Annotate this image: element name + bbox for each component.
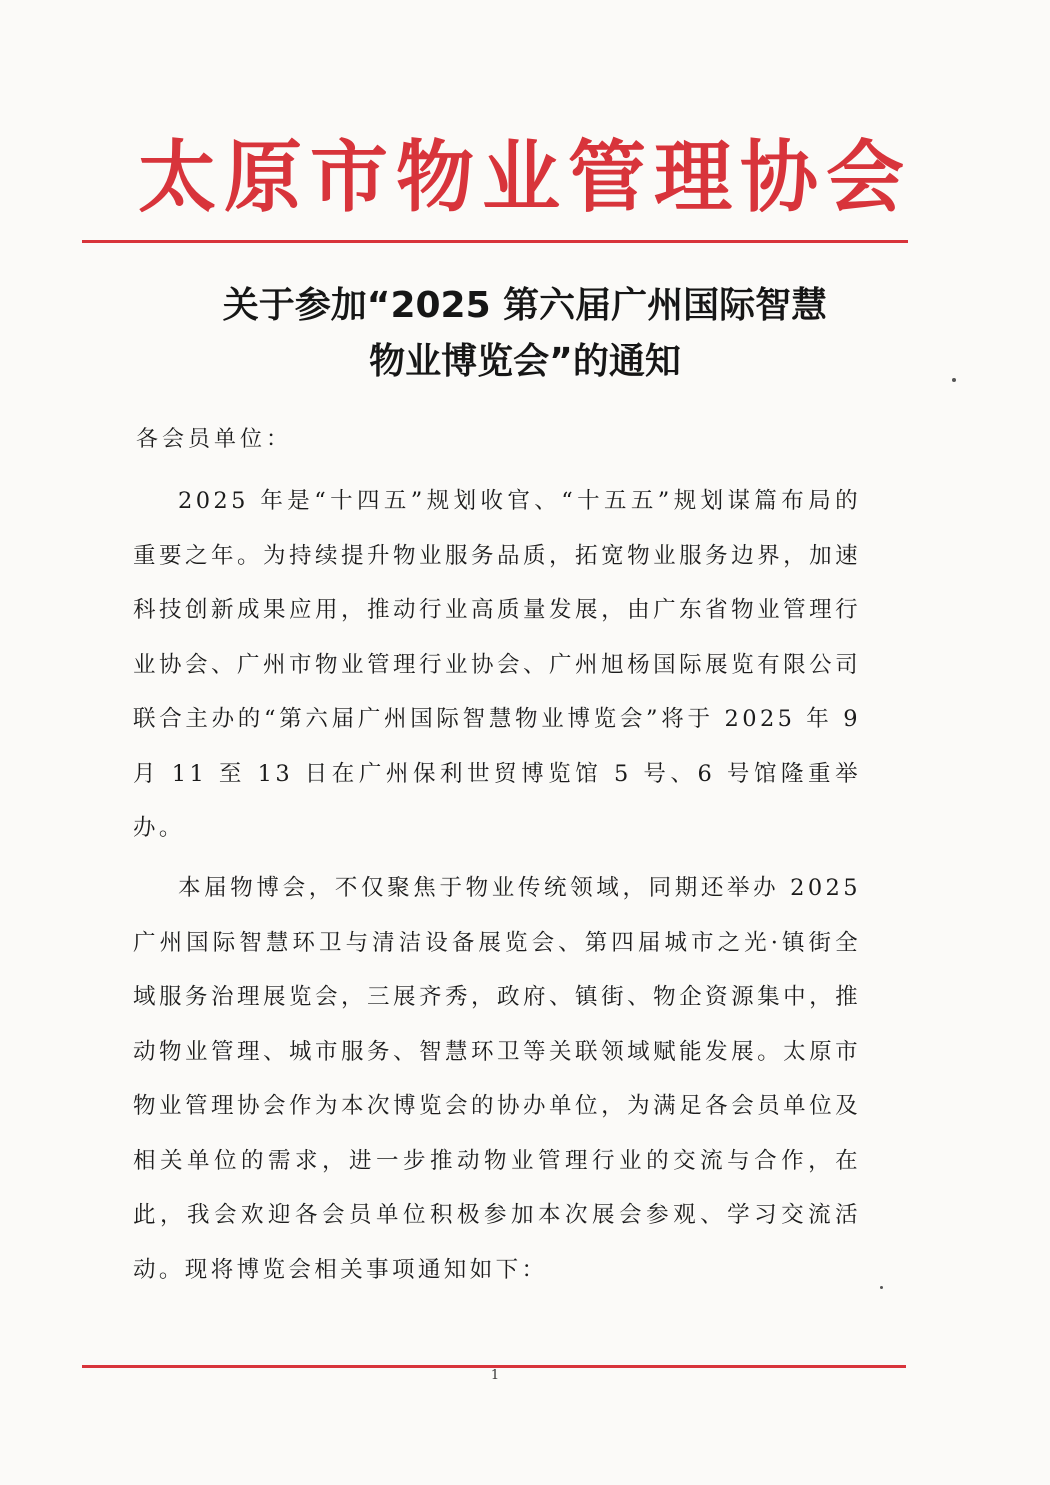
scan-speck (880, 1286, 883, 1289)
letterhead-organization-name: 太原市物业管理协会 (137, 132, 912, 223)
notice-title (90, 278, 960, 390)
body-paragraph-1: 2025 年是“十四五”规划收官、“十五五”规划谋篇布局的重要之年。为持续提升物业服务品质，拓宽物业服务边界，加速科技创新成果应用，推动行业高质量发展，由广东省物业管理行业协会、广州市物业管理行业协会、广州旭杨国际展览有限公司联合主办的“第六届广州国际智慧物业博览会”将于 2025 年 9 月 11 至 13 日在广州保利世贸博览馆 5 号、6 号馆隆重举办。 (133, 488, 861, 841)
salutation: 各会员单位： (136, 427, 293, 452)
letterhead-red-rule (82, 240, 908, 243)
notice-title-line-1: 关于参加“2025 第六届广州国际智慧 (222, 285, 828, 326)
notice-title-line-2: 物业博览会”的通知 (369, 341, 681, 382)
body-paragraph-2: 本届物博会，不仅聚焦于物业传统领域，同期还举办 2025 广州国际智慧环卫与清洁设备展览会、第四届城市之光·镇街全域服务治理展览会，三展齐秀，政府、镇街、物企资源集中，推动物业管理、城市服务、智慧环卫等关联领域赋能发展。太原市物业管理协会作为本次博览会的协办单位，为满足各会员单位及相关单位的需求，进一步推动物业管理行业的交流与合作，在此，我会欢迎各会员单位积极参加本次展会参观、学习交流活动。现将博览会相关事项通知如下： (133, 875, 861, 1283)
scan-speck (952, 378, 956, 382)
page-number: 1 (490, 1368, 500, 1383)
